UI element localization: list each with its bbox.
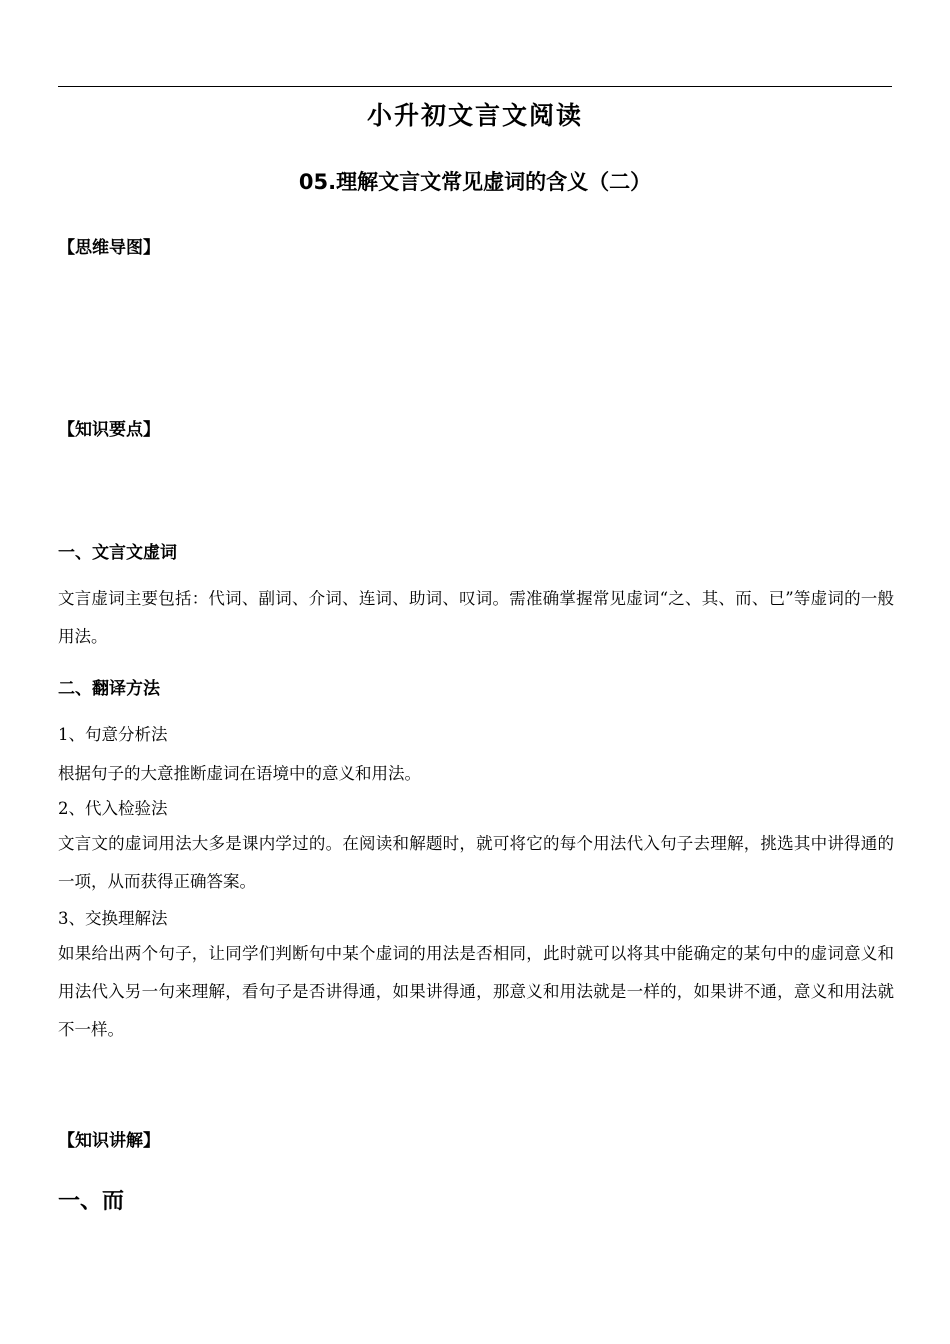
method-2-text: 文言文的虚词用法大多是课内学过的。在阅读和解题时，就可将它的每个用法代入句子去理解，挑选其中讲得通的一项，从而获得正确答案。	[58, 834, 894, 891]
method-1-text: 根据句子的大意推断虚词在语境中的意义和用法。	[58, 764, 421, 783]
document-subtitle: 05.理解文言文常见虚词的含义（二）	[298, 170, 652, 194]
heading-er: 一、而	[58, 1188, 125, 1214]
section-label-mind-map: 【思维导图】	[58, 238, 160, 258]
paragraph-function-words: 文言虚词主要包括：代词、副词、介词、连词、助词、叹词。需准确掌握常见虚词“之、其、而、已”等虚词的一般用法。	[58, 589, 894, 646]
section-label-explanation: 【知识讲解】	[58, 1131, 160, 1151]
method-2-title: 2、代入检验法	[58, 799, 168, 818]
method-3-text: 如果给出两个句子，让同学们判断句中某个虚词的用法是否相同，此时就可以将其中能确定的某句中的虚词意义和用法代入另一句来理解，看句子是否讲得通，如果讲得通，那意义和用法就是一样的，如果讲不通，意义和用法就不一样。	[58, 944, 894, 1039]
method-1-title: 1、句意分析法	[58, 725, 168, 744]
heading-classical-function-words: 一、文言文虚词	[58, 543, 177, 563]
method-3-title: 3、交换理解法	[58, 909, 168, 928]
document-title: 小升初文言文阅读	[366, 101, 583, 130]
section-label-key-points: 【知识要点】	[58, 420, 160, 440]
header-rule	[58, 86, 892, 87]
heading-translation-methods: 二、翻译方法	[58, 679, 160, 699]
